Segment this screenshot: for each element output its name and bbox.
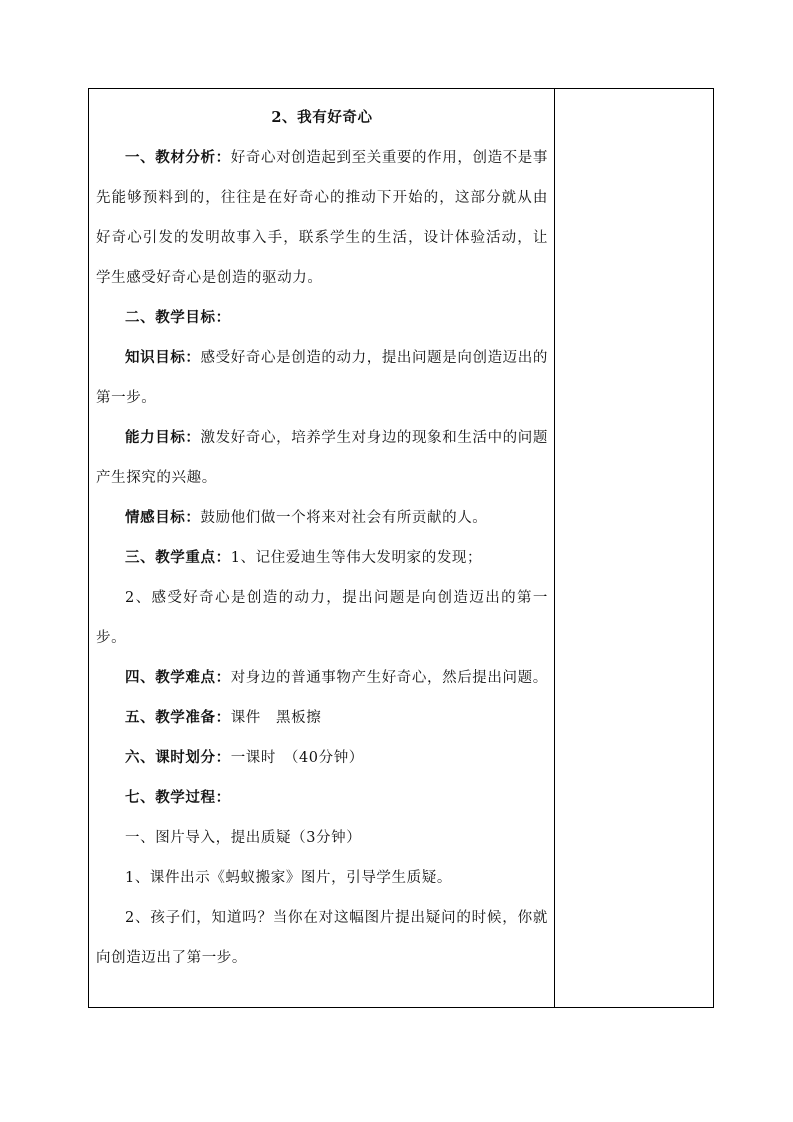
goal-knowledge [96, 338, 548, 418]
goal-knowledge-heading: 知识目标： [125, 349, 201, 366]
section-process-heading: 七、教学过程： [125, 789, 231, 806]
section-periods [96, 738, 548, 778]
section-keypoints-heading: 三、教学重点： [125, 549, 231, 566]
section-preparation-heading: 五、教学准备： [125, 709, 231, 726]
goal-emotion [96, 498, 548, 538]
section-keypoints [96, 538, 548, 578]
section-periods-heading: 六、课时划分： [125, 749, 231, 766]
section-preparation-text: 课件 黑板擦 [230, 710, 322, 726]
section-analysis-text: 好奇心对创造起到至关重要的作用，创造不是事先能够预料到的，往往是在好奇心的推动下开始的，这部分就从由好奇心引发的发明故事入手，联系学生的生活，设计体验活动，让学生感受好奇心是创造的驱动力。 [96, 150, 548, 286]
section-periods-text: 一课时 （40分钟） [230, 750, 364, 766]
section-preparation [96, 698, 548, 738]
section-analysis-heading: 一、教材分析： [125, 149, 231, 166]
section-keypoints-text-2: 2、感受好奇心是创造的动力，提出问题是向创造迈出的第一步。 [96, 590, 548, 646]
section-difficulties-text: 对身边的普通事物产生好奇心，然后提出问题。 [230, 670, 548, 686]
section-difficulties [96, 658, 548, 698]
goal-emotion-text: 鼓励他们做一个将来对社会有所贡献的人。 [200, 510, 488, 526]
goal-ability-text: 激发好奇心，培养学生对身边的现象和生活中的问题产生探究的兴趣。 [96, 430, 548, 486]
process-step-1: 一、图片导入，提出质疑（3分钟） [125, 830, 362, 846]
goal-ability [96, 418, 548, 498]
section-difficulties-heading: 四、教学难点： [125, 669, 231, 686]
section-goals-heading: 二、教学目标： [125, 309, 231, 326]
section-keypoints-text: 1、记住爱迪生等伟大发明家的发现； [230, 550, 483, 566]
process-step-3: 2、孩子们，知道吗？当你在对这幅图片提出疑问的时候，你就向创造迈出了第一步。 [96, 910, 548, 966]
process-step-2: 1、课件出示《蚂蚁搬家》图片，引导学生质疑。 [125, 870, 452, 886]
section-analysis [96, 138, 548, 298]
goal-emotion-heading: 情感目标： [125, 509, 201, 526]
goal-ability-heading: 能力目标： [125, 429, 201, 446]
table-column-divider [554, 88, 555, 1008]
goal-knowledge-text: 感受好奇心是创造的动力，提出问题是向创造迈出的第一步。 [96, 350, 548, 406]
lesson-plan-content [96, 98, 548, 978]
lesson-title: 2、我有好奇心 [271, 109, 373, 126]
